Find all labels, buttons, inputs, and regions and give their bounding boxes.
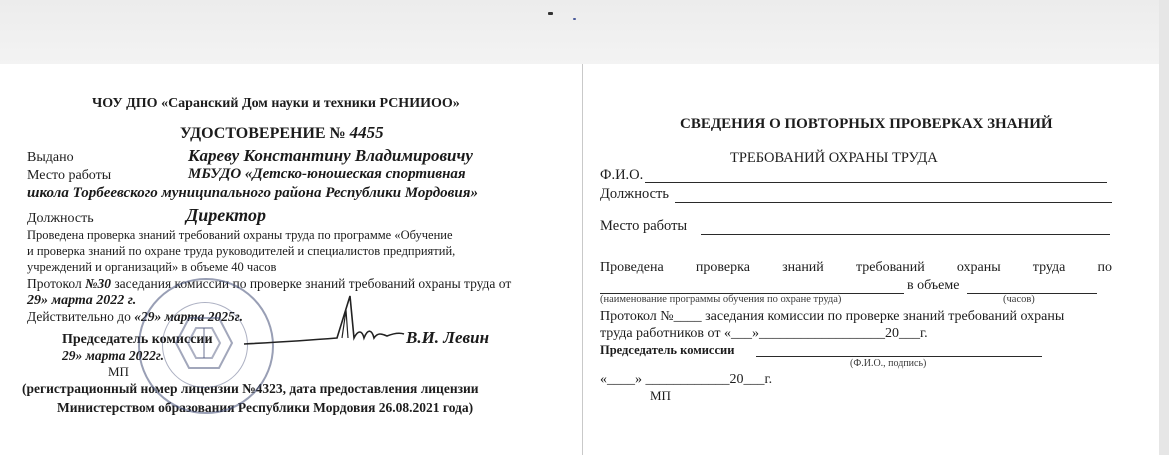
license-line-1: (регистрационный номер лицензии №4323, дата предоставления лицензии <box>22 381 479 396</box>
chair-date: 29» марта 2022г. <box>62 348 165 363</box>
valid-value: «29» марта 2025г. <box>134 309 243 324</box>
check-word: Проведена <box>600 260 664 275</box>
certificate-number: 4455 <box>349 123 384 142</box>
fio-sign-caption: (Ф.И.О., подпись) <box>850 358 927 369</box>
fio-line <box>645 182 1107 183</box>
valid-label: Действительно до <box>27 309 135 324</box>
check-word: требований <box>855 260 925 275</box>
program-line-3: учреждений и организаций» в объеме 40 часов <box>27 260 277 274</box>
scan-background-top <box>0 0 1169 64</box>
workers-line: труда работников от «___»__________________20___г. <box>600 326 928 341</box>
chair-name: В.И. Левин <box>406 328 490 347</box>
issued-label: Выдано <box>27 150 74 165</box>
seal-emblem-icon <box>174 316 234 370</box>
signature-icon <box>242 290 407 354</box>
organization-name: ЧОУ ДПО «Саранский Дом науки и техники РСНИИОО» <box>92 96 460 111</box>
workplace-label: Место работы <box>27 168 112 183</box>
date-line: «____» ____________20___г. <box>600 372 773 387</box>
position-label: Должность <box>27 211 94 226</box>
position-line <box>675 202 1112 203</box>
fio-label: Ф.И.О. <box>600 167 644 183</box>
hours-caption: (часов) <box>1003 294 1035 305</box>
certificate-title-text: УДОСТОВЕРЕНИЕ № <box>180 125 350 142</box>
protocol-text: заседания комиссии по проверке знаний требований охраны труда от <box>110 276 512 291</box>
rechecks-heading-line-1: СВЕДЕНИЯ О ПОВТОРНЫХ ПРОВЕРКАХ ЗНАНИЙ <box>680 116 1053 132</box>
workplace-value-line-1: МБУДО «Детско-юношеская спортивная <box>188 166 466 182</box>
volume-label: в объеме <box>907 278 960 293</box>
check-word: по <box>1097 260 1112 275</box>
certificate-page <box>0 64 582 455</box>
scan-speck <box>573 18 576 20</box>
program-line-1: Проведена проверка знаний требований охраны труда по программе «Обучение <box>27 228 453 242</box>
protocol-date: 29» марта 2022 г. <box>27 293 137 308</box>
scan-background-right <box>1159 0 1169 455</box>
protocol-prefix: Протокол <box>27 276 86 291</box>
workplace-label: Место работы <box>600 218 688 234</box>
check-word: труда <box>1032 260 1066 275</box>
check-text-line <box>600 260 1112 276</box>
workplace-line <box>701 234 1110 235</box>
stamp-mark: МП <box>108 364 129 379</box>
position-value: Директор <box>186 205 266 225</box>
chair-line <box>756 356 1042 357</box>
certificate-title <box>180 123 384 143</box>
stamp-mark: МП <box>650 388 671 403</box>
program-caption: (наименование программы обучения по охране труда) <box>600 294 842 305</box>
protocol-number: №30 <box>85 276 111 291</box>
rechecks-page <box>583 64 1159 455</box>
scan-speck <box>548 12 553 15</box>
protocol-line: Протокол №____ заседания комиссии по проверке знаний требований охраны <box>600 309 1065 324</box>
position-label: Должность <box>600 186 669 202</box>
chair-label: Председатель комиссии <box>62 332 213 347</box>
program-line-2: и проверка знаний по охране труда руководителей и специалистов предприятий, <box>27 244 456 258</box>
check-word: проверка <box>695 260 750 275</box>
chair-label: Председатель комиссии <box>600 343 735 357</box>
issued-value: Кареву Константину Владимировичу <box>188 146 473 165</box>
check-word: охраны <box>956 260 1001 275</box>
rechecks-heading-line-2: ТРЕБОВАНИЙ ОХРАНЫ ТРУДА <box>730 150 938 166</box>
workplace-value-line-2: школа Торбеевского муниципального района Республики Мордовия» <box>27 185 478 201</box>
license-line-2: Министерством образования Республики Мордовия 26.08.2021 года) <box>57 400 474 415</box>
check-word: знаний <box>782 260 824 275</box>
